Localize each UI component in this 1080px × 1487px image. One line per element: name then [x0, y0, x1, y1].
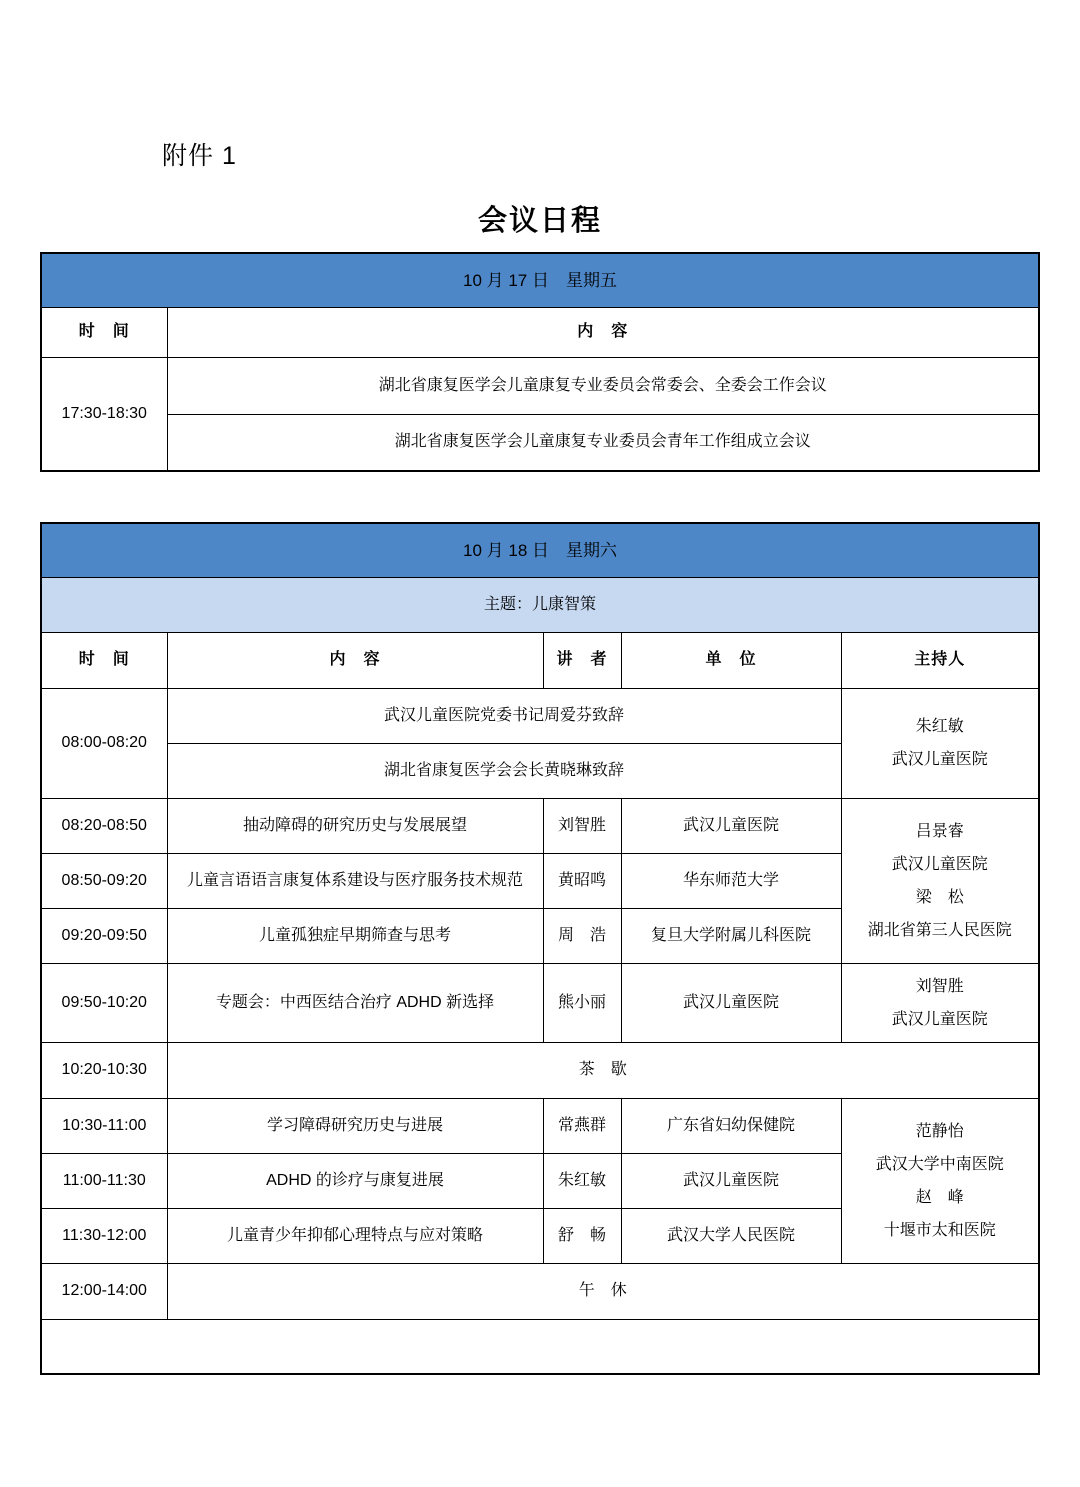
table-row	[41, 688, 1039, 743]
time-cell: 08:50-09:20	[41, 853, 167, 908]
host-cell	[841, 1098, 1039, 1263]
content-cell: 湖北省康复医学会会长黄晓琳致辞	[167, 743, 841, 798]
host-cell	[841, 688, 1039, 798]
table-row	[41, 414, 1039, 471]
friday-date-row	[41, 253, 1039, 307]
host-unit: 武汉儿童医院	[891, 855, 988, 873]
time-cell: 08:00-08:20	[41, 688, 167, 798]
tea-break-row	[41, 1042, 1039, 1098]
host-name: 朱红敏	[915, 718, 964, 735]
table-row	[41, 1098, 1039, 1153]
host-unit: 湖北省第三人民医院	[867, 921, 1012, 939]
friday-colhead-row	[41, 307, 1039, 357]
host-name: 吕景睿	[915, 822, 964, 840]
unit-cell: 武汉儿童医院	[621, 798, 841, 853]
speaker-cell: 常燕群	[543, 1098, 621, 1153]
schedule-table-saturday	[40, 522, 1040, 1375]
friday-date-header: 10 月 17 日 星期五	[41, 253, 1039, 307]
friday-time-header-cell: 时 间	[41, 307, 167, 357]
content-header-cell: 内 容	[167, 632, 543, 688]
speaker-header-cell: 讲 者	[543, 632, 621, 688]
page-title: 会议日程	[477, 205, 602, 237]
content-cell: 儿童孤独症早期筛查与思考	[167, 908, 543, 963]
break-label: 茶 歇	[167, 1042, 1039, 1098]
subject-banner: 主题：儿康智策	[41, 577, 1039, 632]
time-cell: 11:30-12:00	[41, 1208, 167, 1263]
saturday-date-row	[41, 523, 1039, 577]
host-unit: 武汉大学中南医院	[875, 1155, 1004, 1173]
unit-cell: 华东师范大学	[621, 853, 841, 908]
table-row	[41, 963, 1039, 1042]
content-cell: 儿童青少年抑郁心理特点与应对策略	[167, 1208, 543, 1263]
table-row	[41, 357, 1039, 414]
time-header-cell: 时 间	[41, 632, 167, 688]
speaker-cell: 黄昭鸣	[543, 853, 621, 908]
time-cell: 10:20-10:30	[41, 1042, 167, 1098]
saturday-date-header: 10 月 18 日 星期六	[41, 523, 1039, 577]
table-spacer	[0, 472, 1080, 522]
unit-cell: 武汉儿童医院	[621, 1153, 841, 1208]
speaker-cell: 周 浩	[543, 908, 621, 963]
friday-content-header-cell: 内 容	[167, 307, 1039, 357]
lunch-break-row	[41, 1263, 1039, 1319]
host-name: 赵 峰	[915, 1188, 964, 1206]
content-cell: 武汉儿童医院党委书记周爱芬致辞	[167, 688, 841, 743]
content-cell: 专题会：中西医结合治疗 ADHD 新选择	[167, 963, 543, 1042]
table-row	[41, 798, 1039, 853]
host-unit: 武汉儿童医院	[891, 1010, 988, 1028]
content-cell: 儿童言语语言康复体系建设与医疗服务技术规范	[167, 853, 543, 908]
time-cell: 11:00-11:30	[41, 1153, 167, 1208]
break-label: 午 休	[167, 1263, 1039, 1319]
schedule-table-friday	[40, 252, 1040, 472]
empty-row	[41, 1319, 1039, 1374]
friday-time-cell: 17:30-18:30	[41, 357, 167, 471]
unit-cell: 复旦大学附属儿科医院	[621, 908, 841, 963]
host-name: 范静怡	[915, 1122, 964, 1140]
friday-content-cell: 湖北省康复医学会儿童康复专业委员会青年工作组成立会议	[167, 414, 1039, 471]
unit-header-cell: 单 位	[621, 632, 841, 688]
content-cell: 学习障碍研究历史与进展	[167, 1098, 543, 1153]
unit-cell: 武汉儿童医院	[621, 963, 841, 1042]
speaker-cell: 舒 畅	[543, 1208, 621, 1263]
host-unit: 武汉儿童医院	[891, 751, 988, 768]
host-cell	[841, 798, 1039, 963]
content-cell: 抽动障碍的研究历史与发展展望	[167, 798, 543, 853]
subject-row	[41, 577, 1039, 632]
time-cell: 12:00-14:00	[41, 1263, 167, 1319]
attachment-label: 附件 1	[162, 142, 237, 170]
host-cell	[841, 963, 1039, 1042]
time-cell: 08:20-08:50	[41, 798, 167, 853]
unit-cell: 武汉大学人民医院	[621, 1208, 841, 1263]
host-header-cell: 主持人	[841, 632, 1039, 688]
host-name: 梁 松	[915, 888, 964, 906]
content-cell: ADHD 的诊疗与康复进展	[167, 1153, 543, 1208]
host-unit: 十堰市太和医院	[883, 1221, 996, 1239]
saturday-colhead-row	[41, 632, 1039, 688]
time-cell: 10:30-11:00	[41, 1098, 167, 1153]
friday-content-cell: 湖北省康复医学会儿童康复专业委员会常委会、全委会工作会议	[167, 357, 1039, 414]
speaker-cell: 刘智胜	[543, 798, 621, 853]
speaker-cell: 朱红敏	[543, 1153, 621, 1208]
empty-cell	[41, 1319, 1039, 1374]
time-cell: 09:50-10:20	[41, 963, 167, 1042]
host-name: 刘智胜	[915, 977, 964, 995]
time-cell: 09:20-09:50	[41, 908, 167, 963]
speaker-cell: 熊小丽	[543, 963, 621, 1042]
unit-cell: 广东省妇幼保健院	[621, 1098, 841, 1153]
